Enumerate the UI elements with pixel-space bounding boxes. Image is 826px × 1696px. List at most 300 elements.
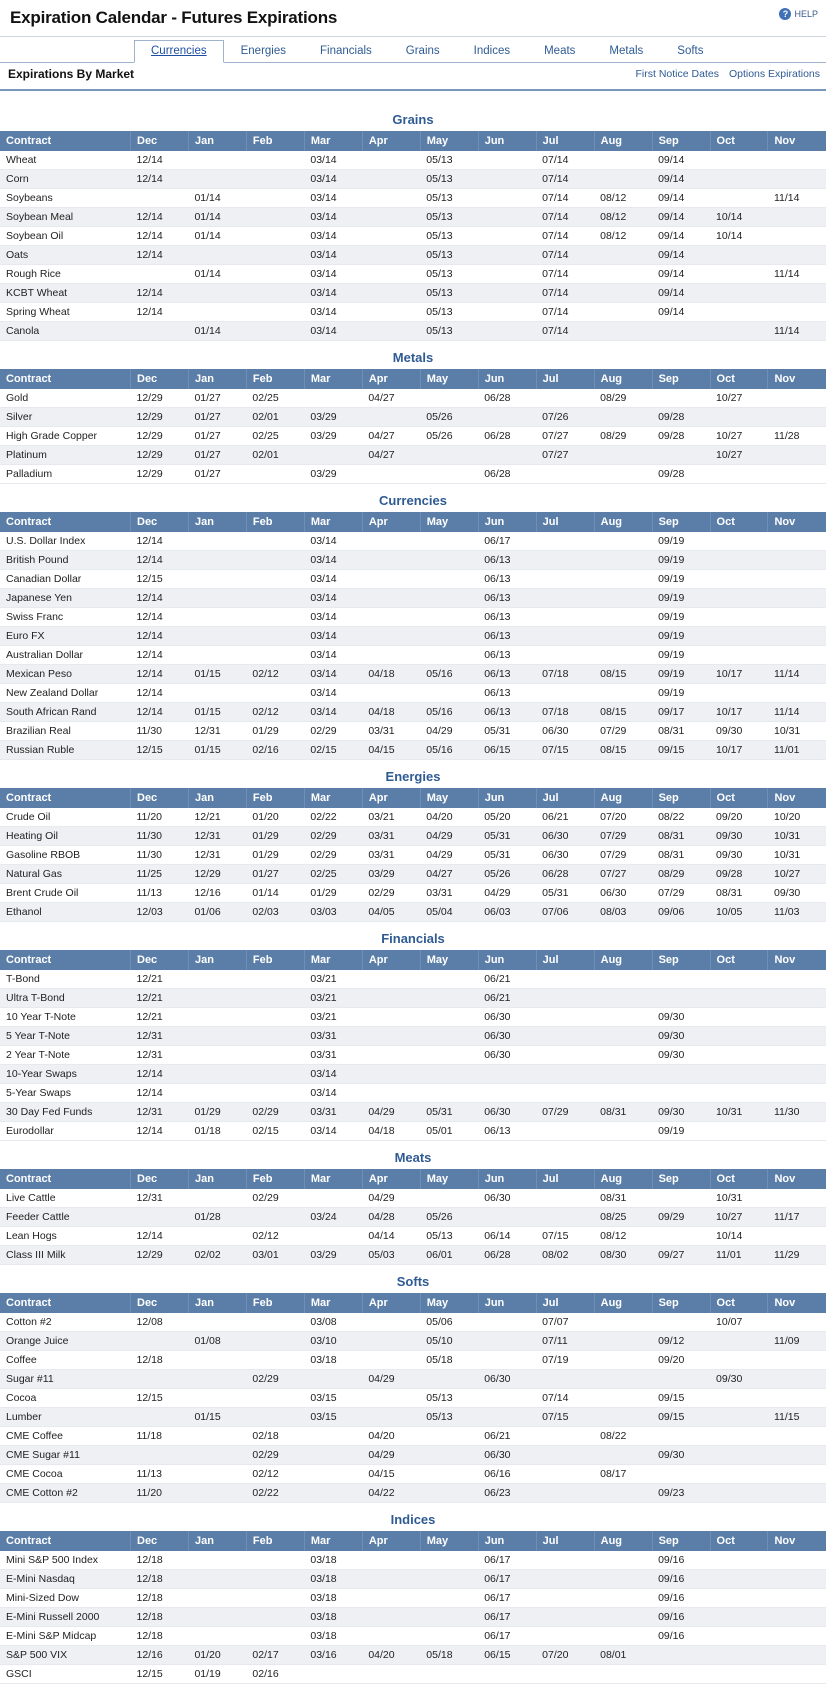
expiration-date-cell: 06/30 — [478, 1370, 536, 1389]
expiration-date-cell: 05/01 — [420, 1122, 478, 1141]
expiration-date-cell: 02/02 — [188, 1246, 246, 1265]
expiration-date-cell: 09/14 — [652, 227, 710, 246]
expiration-date-cell — [478, 446, 536, 465]
expiration-date-cell — [246, 1351, 304, 1370]
expiration-date-cell: 03/16 — [304, 1646, 362, 1665]
expiration-date-cell: 05/31 — [536, 884, 594, 903]
expiration-date-cell — [362, 151, 420, 170]
column-header-jan[interactable]: Jan — [188, 1169, 246, 1189]
expiration-date-cell: 12/16 — [188, 884, 246, 903]
tab-grains[interactable]: Grains — [405, 45, 440, 57]
expiration-date-cell: 10/27 — [710, 446, 768, 465]
column-header-dec[interactable]: Dec — [131, 950, 189, 970]
expiration-date-cell — [768, 227, 826, 246]
expiration-date-cell: 07/20 — [594, 808, 652, 827]
expiration-date-cell: 06/16 — [478, 1465, 536, 1484]
expiration-date-cell: 06/01 — [420, 1246, 478, 1265]
expiration-date-cell — [478, 1084, 536, 1103]
column-header-apr[interactable]: Apr — [362, 131, 420, 151]
column-header-may[interactable]: May — [420, 512, 478, 532]
column-header-apr[interactable]: Apr — [362, 950, 420, 970]
expiration-date-cell — [188, 989, 246, 1008]
column-header-nov[interactable]: Nov — [768, 1531, 826, 1551]
expiration-date-cell — [594, 1627, 652, 1646]
expiration-date-cell: 02/29 — [246, 1189, 304, 1208]
expiration-date-cell — [710, 1646, 768, 1665]
column-header-contract[interactable]: Contract — [0, 1293, 131, 1313]
expiration-date-cell: 12/31 — [188, 846, 246, 865]
expiration-date-cell: 03/18 — [304, 1570, 362, 1589]
table-row — [0, 1484, 826, 1503]
contract-name: Spring Wheat — [0, 303, 131, 322]
expiration-date-cell — [478, 1065, 536, 1084]
column-header-contract[interactable]: Contract — [0, 1531, 131, 1551]
subheader-link-first-notice-dates[interactable]: First Notice Dates — [635, 68, 719, 80]
expiration-date-cell: 12/21 — [131, 970, 189, 989]
contract-name: Palladium — [0, 465, 131, 484]
column-header-mar[interactable]: Mar — [304, 1169, 362, 1189]
expiration-date-cell: 09/19 — [652, 608, 710, 627]
expiration-date-cell: 04/15 — [362, 1465, 420, 1484]
column-header-jan[interactable]: Jan — [188, 131, 246, 151]
column-header-sep[interactable]: Sep — [652, 369, 710, 389]
expiration-date-cell — [594, 1008, 652, 1027]
column-header-apr[interactable]: Apr — [362, 369, 420, 389]
column-header-feb[interactable]: Feb — [246, 1531, 304, 1551]
expiration-date-cell — [536, 1008, 594, 1027]
column-header-sep[interactable]: Sep — [652, 950, 710, 970]
column-header-mar[interactable]: Mar — [304, 1531, 362, 1551]
expiration-date-cell — [478, 227, 536, 246]
expiration-date-cell — [362, 1313, 420, 1332]
column-header-sep[interactable]: Sep — [652, 1531, 710, 1551]
tab-currencies[interactable]: Currencies — [134, 40, 224, 63]
expiration-date-cell: 04/29 — [420, 827, 478, 846]
expiration-date-cell — [594, 532, 652, 551]
expiration-date-cell — [478, 189, 536, 208]
tab-energies[interactable]: Energies — [240, 45, 286, 57]
column-header-dec[interactable]: Dec — [131, 1169, 189, 1189]
expiration-date-cell: 06/21 — [478, 989, 536, 1008]
column-header-jun[interactable]: Jun — [478, 1169, 536, 1189]
expiration-date-cell: 03/31 — [362, 722, 420, 741]
expiration-date-cell — [188, 151, 246, 170]
contract-name: New Zealand Dollar — [0, 684, 131, 703]
column-header-oct[interactable]: Oct — [710, 512, 768, 532]
column-header-jul[interactable]: Jul — [536, 1169, 594, 1189]
column-header-dec[interactable]: Dec — [131, 1293, 189, 1313]
column-header-jul[interactable]: Jul — [536, 131, 594, 151]
expiration-date-cell: 10/31 — [710, 1103, 768, 1122]
expiration-date-cell — [768, 1446, 826, 1465]
contract-name: Soybean Meal — [0, 208, 131, 227]
expiration-date-cell — [768, 208, 826, 227]
tab-metals[interactable]: Metals — [609, 45, 644, 57]
column-header-oct[interactable]: Oct — [710, 788, 768, 808]
column-header-nov[interactable]: Nov — [768, 512, 826, 532]
expiration-date-cell — [652, 446, 710, 465]
contract-name: Brent Crude Oil — [0, 884, 131, 903]
expiration-date-cell — [246, 465, 304, 484]
column-header-apr[interactable]: Apr — [362, 1293, 420, 1313]
column-header-jan[interactable]: Jan — [188, 369, 246, 389]
expiration-date-cell: 09/14 — [652, 189, 710, 208]
column-header-sep[interactable]: Sep — [652, 131, 710, 151]
expiration-date-cell: 09/12 — [652, 1332, 710, 1351]
column-header-jan[interactable]: Jan — [188, 788, 246, 808]
expiration-date-cell: 08/29 — [594, 389, 652, 408]
column-header-contract[interactable]: Contract — [0, 369, 131, 389]
expiration-date-cell: 09/19 — [652, 532, 710, 551]
expiration-date-cell — [188, 1351, 246, 1370]
section-financials — [0, 928, 826, 1141]
table-row — [0, 1446, 826, 1465]
contract-name: CME Cocoa — [0, 1465, 131, 1484]
expiration-date-cell: 06/21 — [536, 808, 594, 827]
column-header-aug[interactable]: Aug — [594, 1169, 652, 1189]
expiration-date-cell: 10/31 — [710, 1189, 768, 1208]
expiration-date-cell — [652, 1189, 710, 1208]
column-header-aug[interactable]: Aug — [594, 369, 652, 389]
expiration-date-cell: 06/30 — [536, 846, 594, 865]
expiration-date-cell — [652, 1084, 710, 1103]
column-header-dec[interactable]: Dec — [131, 1531, 189, 1551]
column-header-sep[interactable]: Sep — [652, 788, 710, 808]
column-header-feb[interactable]: Feb — [246, 788, 304, 808]
expiration-date-cell: 07/18 — [536, 665, 594, 684]
expiration-date-cell: 09/27 — [652, 1246, 710, 1265]
contract-name: 10 Year T-Note — [0, 1008, 131, 1027]
column-header-may[interactable]: May — [420, 1169, 478, 1189]
expiration-date-cell — [188, 1027, 246, 1046]
table-row — [0, 865, 826, 884]
expiration-date-cell: 08/22 — [652, 808, 710, 827]
column-header-feb[interactable]: Feb — [246, 131, 304, 151]
expiration-date-cell — [420, 1665, 478, 1684]
expiration-date-cell: 06/13 — [478, 665, 536, 684]
expiration-date-cell — [188, 1227, 246, 1246]
expiration-date-cell — [594, 1408, 652, 1427]
column-header-nov[interactable]: Nov — [768, 1169, 826, 1189]
expiration-date-cell: 05/03 — [362, 1246, 420, 1265]
expiration-date-cell: 06/13 — [478, 589, 536, 608]
column-header-jun[interactable]: Jun — [478, 950, 536, 970]
expiration-date-cell — [478, 170, 536, 189]
expiration-date-cell — [188, 246, 246, 265]
column-header-feb[interactable]: Feb — [246, 512, 304, 532]
contract-name: Corn — [0, 170, 131, 189]
expiration-date-cell — [594, 322, 652, 341]
expiration-date-cell: 12/29 — [131, 1246, 189, 1265]
expiration-date-cell — [768, 170, 826, 189]
table-row — [0, 722, 826, 741]
column-header-mar[interactable]: Mar — [304, 1293, 362, 1313]
expiration-date-cell — [768, 284, 826, 303]
column-header-jan[interactable]: Jan — [188, 1293, 246, 1313]
expiration-date-cell: 10/17 — [710, 703, 768, 722]
column-header-jul[interactable]: Jul — [536, 788, 594, 808]
column-header-sep[interactable]: Sep — [652, 1293, 710, 1313]
expiration-date-cell: 04/18 — [362, 1122, 420, 1141]
footer-spacer — [0, 1690, 826, 1696]
column-header-mar[interactable]: Mar — [304, 950, 362, 970]
expiration-date-cell: 03/14 — [304, 551, 362, 570]
expiration-date-cell — [768, 1570, 826, 1589]
table-row — [0, 303, 826, 322]
tab-meats[interactable]: Meats — [544, 45, 576, 57]
column-header-dec[interactable]: Dec — [131, 369, 189, 389]
column-header-jun[interactable]: Jun — [478, 131, 536, 151]
column-header-jan[interactable]: Jan — [188, 950, 246, 970]
expiration-date-cell: 05/18 — [420, 1351, 478, 1370]
expiration-date-cell — [420, 465, 478, 484]
table-row — [0, 884, 826, 903]
column-header-oct[interactable]: Oct — [710, 950, 768, 970]
column-header-sep[interactable]: Sep — [652, 1169, 710, 1189]
expiration-date-cell: 03/31 — [362, 827, 420, 846]
column-header-feb[interactable]: Feb — [246, 950, 304, 970]
expiration-date-cell: 09/30 — [710, 846, 768, 865]
column-header-jun[interactable]: Jun — [478, 1293, 536, 1313]
expiration-date-cell: 03/10 — [304, 1332, 362, 1351]
column-header-feb[interactable]: Feb — [246, 1293, 304, 1313]
expiration-date-cell — [768, 1389, 826, 1408]
table-row — [0, 846, 826, 865]
column-header-oct[interactable]: Oct — [710, 1169, 768, 1189]
column-header-oct[interactable]: Oct — [710, 1293, 768, 1313]
column-header-dec[interactable]: Dec — [131, 788, 189, 808]
expiration-date-cell — [536, 1370, 594, 1389]
expiration-date-cell: 09/14 — [652, 246, 710, 265]
column-header-jun[interactable]: Jun — [478, 1531, 536, 1551]
column-header-jan[interactable]: Jan — [188, 512, 246, 532]
expiration-date-cell — [188, 532, 246, 551]
column-header-jul[interactable]: Jul — [536, 512, 594, 532]
expiration-date-cell: 02/03 — [246, 903, 304, 922]
expiration-date-cell — [710, 570, 768, 589]
expiration-date-cell — [362, 170, 420, 189]
column-header-nov[interactable]: Nov — [768, 950, 826, 970]
expiration-date-cell — [304, 1370, 362, 1389]
section-grains — [0, 109, 826, 341]
column-header-jul[interactable]: Jul — [536, 1531, 594, 1551]
expiration-date-cell — [536, 684, 594, 703]
column-header-dec[interactable]: Dec — [131, 512, 189, 532]
expiration-date-cell — [710, 322, 768, 341]
column-header-nov[interactable]: Nov — [768, 788, 826, 808]
expiration-date-cell: 12/18 — [131, 1608, 189, 1627]
column-header-aug[interactable]: Aug — [594, 512, 652, 532]
column-header-apr[interactable]: Apr — [362, 1531, 420, 1551]
expiration-date-cell: 11/15 — [768, 1408, 826, 1427]
table-row — [0, 1370, 826, 1389]
subheader-link-options-expirations[interactable]: Options Expirations — [728, 68, 820, 80]
expiration-date-cell: 06/17 — [478, 1608, 536, 1627]
column-header-oct[interactable]: Oct — [710, 1531, 768, 1551]
expiration-date-cell — [188, 684, 246, 703]
column-header-contract[interactable]: Contract — [0, 131, 131, 151]
expiration-date-cell — [594, 1570, 652, 1589]
column-header-feb[interactable]: Feb — [246, 1169, 304, 1189]
column-header-aug[interactable]: Aug — [594, 131, 652, 151]
expiration-date-cell — [420, 1027, 478, 1046]
tab-softs[interactable]: Softs — [677, 45, 704, 57]
column-header-may[interactable]: May — [420, 1531, 478, 1551]
expiration-date-cell: 05/31 — [478, 722, 536, 741]
expiration-date-cell: 12/14 — [131, 246, 189, 265]
tab-financials[interactable]: Financials — [320, 45, 372, 57]
table-row — [0, 322, 826, 341]
column-header-may[interactable]: May — [420, 788, 478, 808]
expiration-date-cell: 03/14 — [304, 189, 362, 208]
expiration-date-cell — [768, 1084, 826, 1103]
column-header-jul[interactable]: Jul — [536, 950, 594, 970]
expiration-date-cell — [478, 284, 536, 303]
expiration-date-cell — [420, 1370, 478, 1389]
expiration-table — [0, 512, 826, 760]
expiration-date-cell — [710, 1627, 768, 1646]
expiration-date-cell — [246, 627, 304, 646]
expiration-date-cell: 01/15 — [188, 1408, 246, 1427]
column-header-contract[interactable]: Contract — [0, 788, 131, 808]
expiration-date-cell — [710, 1570, 768, 1589]
expiration-date-cell — [246, 1046, 304, 1065]
expiration-date-cell: 10/27 — [710, 427, 768, 446]
column-header-mar[interactable]: Mar — [304, 369, 362, 389]
expiration-date-cell: 02/29 — [362, 884, 420, 903]
column-header-aug[interactable]: Aug — [594, 788, 652, 808]
column-header-nov[interactable]: Nov — [768, 369, 826, 389]
column-header-apr[interactable]: Apr — [362, 512, 420, 532]
expiration-date-cell: 07/15 — [536, 1408, 594, 1427]
expiration-date-cell: 11/14 — [768, 189, 826, 208]
column-header-may[interactable]: May — [420, 950, 478, 970]
contract-name: Ultra T-Bond — [0, 989, 131, 1008]
table-row — [0, 532, 826, 551]
expiration-date-cell: 02/12 — [246, 1465, 304, 1484]
contract-name: South African Rand — [0, 703, 131, 722]
column-header-sep[interactable]: Sep — [652, 512, 710, 532]
contract-name: 2 Year T-Note — [0, 1046, 131, 1065]
column-header-jan[interactable]: Jan — [188, 1531, 246, 1551]
expiration-date-cell: 06/28 — [536, 865, 594, 884]
title-bar — [0, 0, 826, 37]
expiration-date-cell — [362, 589, 420, 608]
column-header-mar[interactable]: Mar — [304, 131, 362, 151]
expiration-date-cell — [420, 1627, 478, 1646]
expiration-date-cell: 09/28 — [652, 465, 710, 484]
column-header-apr[interactable]: Apr — [362, 1169, 420, 1189]
expiration-date-cell — [710, 246, 768, 265]
expiration-date-cell — [478, 1351, 536, 1370]
expiration-date-cell — [362, 208, 420, 227]
column-header-dec[interactable]: Dec — [131, 131, 189, 151]
tab-indices[interactable]: Indices — [473, 45, 511, 57]
column-header-aug[interactable]: Aug — [594, 1293, 652, 1313]
expiration-date-cell: 06/13 — [478, 646, 536, 665]
expiration-date-cell: 10/17 — [710, 665, 768, 684]
expiration-date-cell: 01/27 — [188, 408, 246, 427]
column-header-may[interactable]: May — [420, 131, 478, 151]
expiration-date-cell: 03/08 — [304, 1313, 362, 1332]
column-header-jun[interactable]: Jun — [478, 369, 536, 389]
column-header-jul[interactable]: Jul — [536, 1293, 594, 1313]
expiration-date-cell — [768, 1427, 826, 1446]
column-header-mar[interactable]: Mar — [304, 512, 362, 532]
column-header-mar[interactable]: Mar — [304, 788, 362, 808]
section-energies — [0, 766, 826, 922]
expiration-date-cell: 09/14 — [652, 170, 710, 189]
table-row — [0, 970, 826, 989]
table-row — [0, 1227, 826, 1246]
column-header-contract[interactable]: Contract — [0, 950, 131, 970]
expiration-date-cell — [768, 1313, 826, 1332]
expiration-date-cell: 03/14 — [304, 1084, 362, 1103]
expiration-date-cell — [768, 151, 826, 170]
expiration-date-cell: 06/17 — [478, 1589, 536, 1608]
table-row — [0, 284, 826, 303]
column-header-oct[interactable]: Oct — [710, 131, 768, 151]
expiration-date-cell — [594, 551, 652, 570]
expiration-date-cell: 01/29 — [246, 846, 304, 865]
expiration-date-cell — [362, 608, 420, 627]
expiration-date-cell: 07/27 — [536, 446, 594, 465]
column-header-nov[interactable]: Nov — [768, 131, 826, 151]
expiration-date-cell: 09/19 — [652, 589, 710, 608]
expiration-date-cell: 03/14 — [304, 646, 362, 665]
expiration-date-cell — [246, 1332, 304, 1351]
contract-name: Lumber — [0, 1408, 131, 1427]
expiration-date-cell — [246, 1551, 304, 1570]
column-header-oct[interactable]: Oct — [710, 369, 768, 389]
expiration-date-cell: 03/24 — [304, 1208, 362, 1227]
column-header-jun[interactable]: Jun — [478, 512, 536, 532]
expiration-date-cell — [420, 627, 478, 646]
expiration-date-cell: 07/29 — [594, 722, 652, 741]
column-header-jun[interactable]: Jun — [478, 788, 536, 808]
expiration-date-cell — [131, 1370, 189, 1389]
expiration-date-cell: 02/29 — [246, 1370, 304, 1389]
expiration-date-cell: 06/28 — [478, 427, 536, 446]
expiration-date-cell: 12/14 — [131, 170, 189, 189]
expiration-date-cell: 06/17 — [478, 1551, 536, 1570]
column-header-contract[interactable]: Contract — [0, 1169, 131, 1189]
expiration-date-cell — [420, 989, 478, 1008]
column-header-apr[interactable]: Apr — [362, 788, 420, 808]
column-header-jul[interactable]: Jul — [536, 369, 594, 389]
column-header-aug[interactable]: Aug — [594, 950, 652, 970]
expiration-date-cell — [710, 1589, 768, 1608]
column-header-nov[interactable]: Nov — [768, 1293, 826, 1313]
column-header-aug[interactable]: Aug — [594, 1531, 652, 1551]
table-header-row — [0, 131, 826, 151]
expiration-date-cell: 09/28 — [652, 408, 710, 427]
expiration-date-cell — [710, 1608, 768, 1627]
column-header-contract[interactable]: Contract — [0, 512, 131, 532]
expiration-date-cell: 01/14 — [188, 227, 246, 246]
column-header-feb[interactable]: Feb — [246, 369, 304, 389]
expiration-date-cell: 09/15 — [652, 1389, 710, 1408]
column-header-may[interactable]: May — [420, 1293, 478, 1313]
expiration-date-cell: 02/12 — [246, 665, 304, 684]
expiration-date-cell: 09/17 — [652, 703, 710, 722]
help-link[interactable] — [779, 8, 818, 20]
table-header-row — [0, 1293, 826, 1313]
expiration-date-cell — [420, 589, 478, 608]
column-header-may[interactable]: May — [420, 369, 478, 389]
expiration-date-cell — [362, 1332, 420, 1351]
expiration-date-cell: 01/27 — [188, 389, 246, 408]
